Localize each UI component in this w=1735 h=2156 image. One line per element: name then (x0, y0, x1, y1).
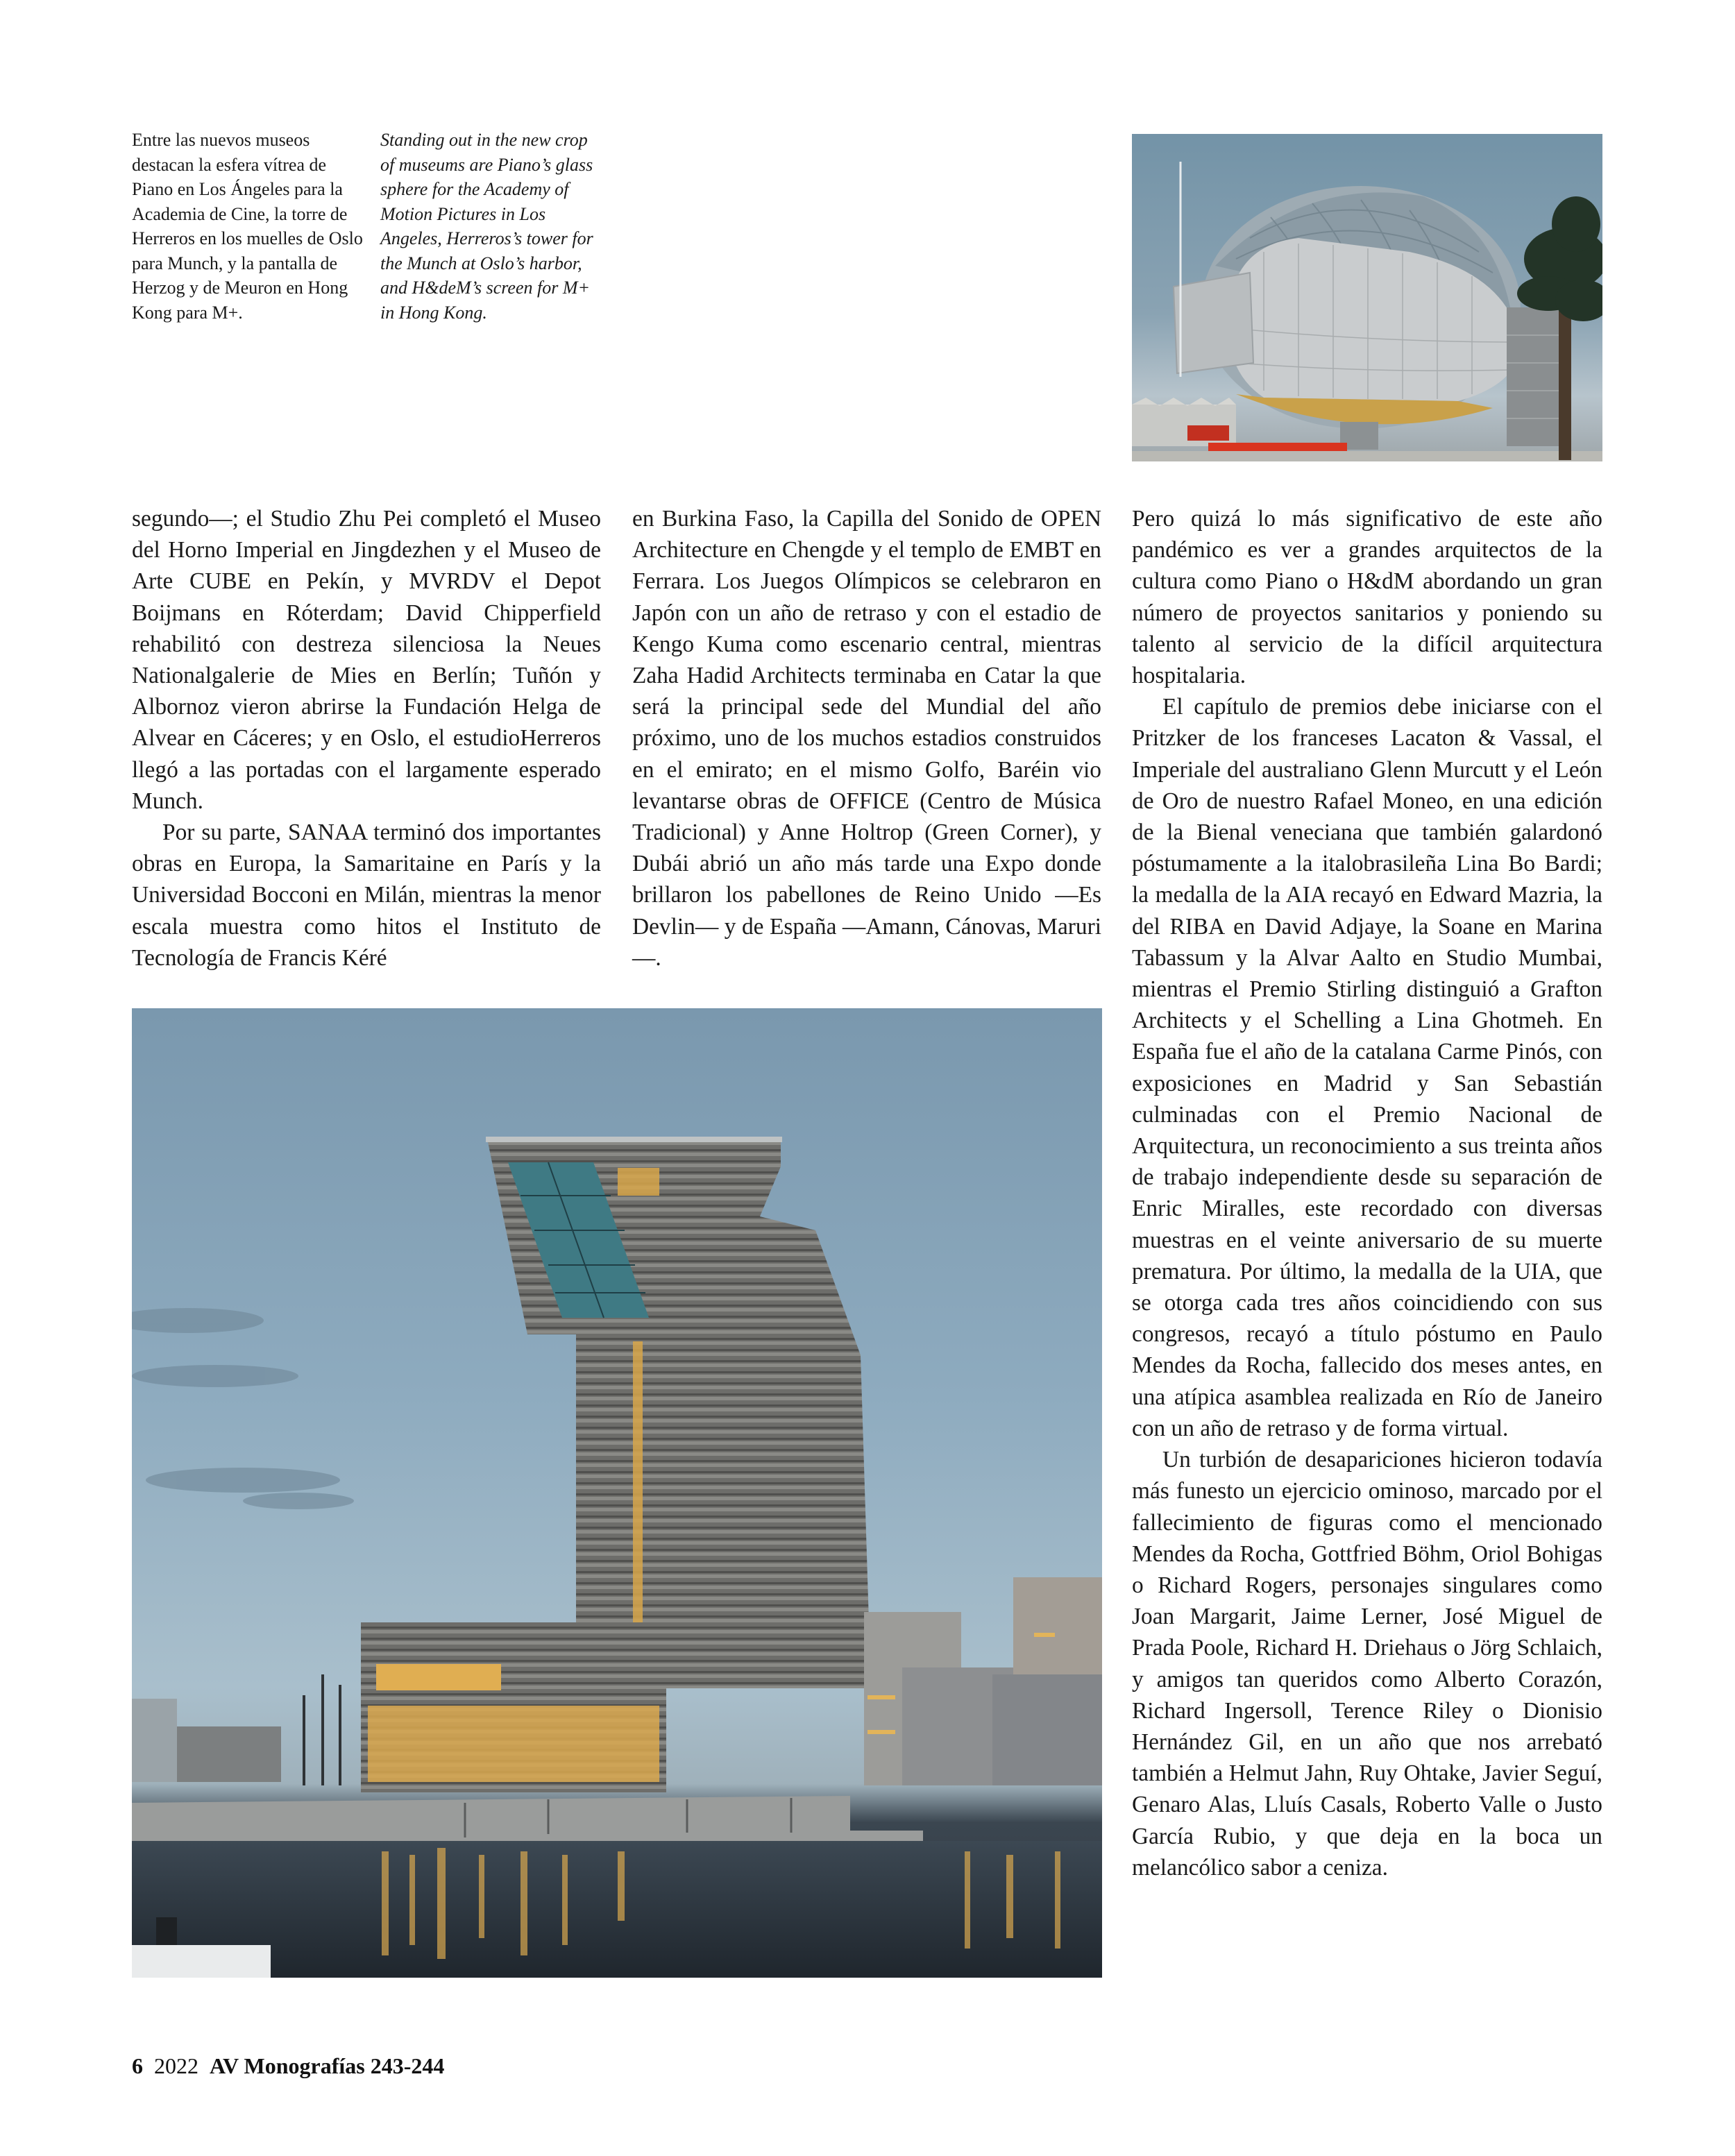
footer-year: 2022 (154, 2053, 198, 2078)
publication-title: AV Monografías 243-244 (210, 2053, 445, 2078)
page-number: 6 (132, 2053, 143, 2078)
paragraph: Pero quizá lo más significativo de este año pandémico es ver a grandes arquitectos de la cultura como Piano o H&dM abordando un gran número de proyectos sanitarios y poniendo su talento al servicio de la difícil arquitectura hospitalaria. (1132, 506, 1602, 689)
body-column-3 (1132, 503, 1602, 1883)
body-column-2 (632, 503, 1101, 974)
body-column-1 (132, 503, 601, 974)
paragraph: Por su parte, SANAA terminó dos importantes obras en Europa, la Samaritaine en París y la Universidad Bocconi en Milán, mientras la menor escala muestra como hitos el Instituto de Tecnología de Francis Kéré (132, 820, 601, 971)
paragraph: segundo—; el Studio Zhu Pei completó el Museo del Horno Imperial en Jingdezhen y el Museo de Arte CUBE en Pekín, y MVRDV el Depot Boijmans en Róterdam; David Chipperfield rehabilitó con destreza silenciosa la Neues Nationalgalerie de Mies en Berlín; Tuñón y Albornoz vieron abrirse la Fundación Helga de Alvear en Cáceres; y en Oslo, el estudioHerreros llegó a las portadas con el largamente esperado Munch. (132, 506, 601, 814)
page-footer (132, 2052, 444, 2080)
paragraph: El capítulo de premios debe iniciarse con el Pritzker de los franceses Lacaton & Vassal, el Imperiale del australiano Glenn Murcutt y el León de Oro de nuestro Rafael Moneo, en una edición de la Bienal veneciana que también galardonó póstumamente a la italobrasileña Lina Bo Bardi; la medalla de la AIA recayó en Edward Mazria, la del RIBA en David Adjaye, la Soane en Marina Tabassum y la Alvar Aalto en Studio Mumbai, mientras el Premio Stirling distinguió a Grafton Architects y el Schelling a Lina Ghotmeh. En España fue el año de la catalana Carme Pinós, con exposiciones en Madrid y San Sebastián culminadas con el Premio Nacional de Arquitectura, un reconocimiento a sus treinta años de trabajo independiente desde su separación de Enric Miralles, este recordado con diversas muestras en el veinte aniversario de su muerte prematura. Por último, la medalla de la UIA, que se otorga cada tres años coincidiendo con sus congresos, recayó a título póstumo en Paulo Mendes da Rocha, fallecido dos meses antes, en una atípica asamblea realizada en Río de Janeiro con un año de retraso y de forma virtual. (1132, 694, 1602, 1441)
paragraph: en Burkina Faso, la Capilla del Sonido de OPEN Architecture en Chengde y el templo de EMBT en Ferrara. Los Juegos Olímpicos se celebraron en Japón con un año de retraso y con el estadio de Kengo Kuma como escenario central, mientras Zaha Hadid Architects terminaba en Catar la que será la principal sede del Mundial del año próximo, uno de los muchos estadios construidos en el emirato; en el mismo Golfo, Baréin vio levantarse obras de OFFICE (Centro de Música Tradicional) y Anne Holtrop (Green Corner), y Dubái abrió un año más tarde una Expo donde brillaron los pabellones de Reino Unido —Es Devlin— y de España —Amann, Cánovas, Maruri—. (632, 506, 1101, 971)
caption-english: Standing out in the new crop of museums are Piano’s glass sphere for the Academy of Motion Pictures in Los Angeles, Herreros’s tower for the Munch at Oslo’s harbor, and H&deM’s screen for M+ in Hong Kong. (380, 130, 593, 323)
photo-munch-museum (132, 1008, 1102, 1978)
academy-museum-illustration (1132, 134, 1602, 461)
photo-academy-museum (1132, 134, 1602, 461)
paragraph: Un turbión de desapariciones hicieron todavía más funesto un ejercicio ominoso, marcado por el fallecimiento de figuras como el mencionado Mendes da Rocha, Gottfried Böhm, Oriol Bohigas o Richard Rogers, personajes singulares como Joan Margarit, Jaime Lerner, José Miguel de Prada Poole, Richard H. Driehaus o Jörg Schlaich, y amigos tan queridos como Alberto Corazón, Richard Ingersoll, Terence Riley o Dionisio Hernández Gil, en un año que nos arrebató también a Helmut Jahn, Ruy Ohtake, Javier Seguí, Genaro Alas, Lluís Casals, Roberto Valle o Justo García Rubio, y que deja en la boca un melancólico sabor a ceniza. (1132, 1447, 1602, 1881)
caption-spanish: Entre las nuevos museos destacan la esfera vítrea de Piano en Los Ángeles para la Academia de Cine, la torre de Herreros en los muelles de Oslo para Munch, y la pantalla de Herzog y de Meuron en Hong Kong para M+. (132, 130, 363, 323)
munch-museum-illustration (132, 1008, 1102, 1978)
